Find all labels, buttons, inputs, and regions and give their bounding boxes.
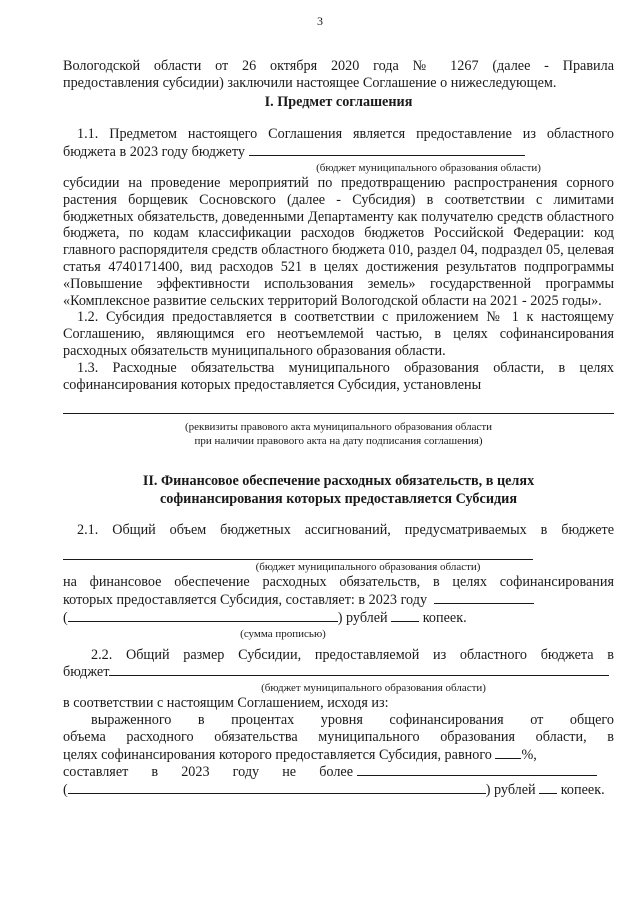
section-2-title-line-2: софинансирования которых предоставляется Субсидия xyxy=(159,491,518,508)
section-2-p1-line3-text: которых предоставляется Субсидия, составляет: в 2023 году xyxy=(63,591,428,608)
section-2-p2-body-line2: объема расходного обязательства муниципального образования области, в xyxy=(63,728,614,745)
section-1-p3-line2: софинансирования которых предоставляется Субсидия, установлены xyxy=(63,376,482,393)
amount-2023-blank[interactable] xyxy=(434,591,534,604)
document-body xyxy=(63,58,614,799)
section-2-p1-line2: на финансовое обеспечение расходных обязательств, в целях софинансирования xyxy=(63,574,614,591)
sum-in-words-note: (сумма прописью) xyxy=(240,627,326,640)
section-2-title-line-1: II. Финансовое обеспечение расходных обязательств, в целях xyxy=(142,473,535,490)
budget-name-blank-1[interactable] xyxy=(249,143,525,156)
section-2-p2-body-line4 xyxy=(63,763,614,781)
section-2-p1-line1: 2.1. Общий объем бюджетных ассигнований, предусматриваемых в бюджете xyxy=(77,522,614,539)
section-2-p2-budget-line xyxy=(63,663,614,681)
max-amount-words-blank[interactable] xyxy=(68,781,486,794)
percent-label: %, xyxy=(521,746,537,763)
section-1-p1-note: (бюджет муниципального образования области) xyxy=(316,161,541,174)
section-1-p1-line1: 1.1. Предметом настоящего Соглашения является предоставление из областного xyxy=(77,126,614,143)
section-1-p3-note-2: при наличии правового акта на дату подписания соглашения) xyxy=(194,435,483,448)
section-2-p2-body-line5 xyxy=(63,781,614,799)
budget-name-blank-3[interactable] xyxy=(109,663,609,676)
kopecks-blank[interactable] xyxy=(391,609,419,622)
percent-blank[interactable] xyxy=(495,746,521,759)
section-2-p2-body-line3 xyxy=(63,746,614,764)
section-2-p1-line4 xyxy=(63,609,614,627)
section-2-p1-note: (бюджет муниципального образования области) xyxy=(255,561,481,574)
section-2-p2-line1: 2.2. Общий размер Субсидии, предоставляемой из областного бюджета в xyxy=(91,646,614,663)
section-1-title: I. Предмет соглашения xyxy=(264,93,413,110)
section-1-p1-body: субсидии на проведение мероприятий по предотвращению распространения сорного растения борщевик Сосновского (далее - Субсидия) в соответствии с лимитами бюджетных обязательств, доведенными Департаменту как получателю средств областного бюджета, по кодам классификации расходов бюджетов Российской Федерации: код главного распорядителя средств областного бюджета 010, раздел 04, подраздел 05, целевая статья 4740171400, вид расходов 521 в целях достижения результатов подпрограммы «Повышение эффективности использования земель» государственной программы «Комплексное развитие сельских территорий Вологодской области на 2021 - 2025 годы». xyxy=(63,174,614,309)
rubles-label-2: ) рублей xyxy=(485,782,536,799)
section-1-p1-line2-text: бюджета в 2023 году бюджету xyxy=(63,144,245,161)
paren-open-2: ( xyxy=(63,782,68,799)
paren-open: ( xyxy=(63,609,68,626)
section-2-p2-line2: в соответствии с настоящим Соглашением, исходя из: xyxy=(63,695,389,712)
kopecks-blank-2[interactable] xyxy=(539,781,557,794)
section-1-p2: 1.2. Субсидия предоставляется в соответствии с приложением № 1 к настоящему Соглашению, являющимся его неотъемлемой частью, в целях софинансирования расходных обязательств муниципального образования области. xyxy=(63,309,614,359)
budget-name-blank-2[interactable] xyxy=(63,539,533,560)
page-number: 3 xyxy=(317,14,323,28)
amount-words-blank[interactable] xyxy=(68,609,338,622)
kopecks-label: копеек. xyxy=(422,609,467,626)
section-2-title xyxy=(63,472,614,508)
section-1-p1-line2 xyxy=(63,143,614,161)
kopecks-label-2: копеек. xyxy=(560,782,605,799)
rubles-label: ) рублей xyxy=(337,609,388,626)
max-amount-blank[interactable] xyxy=(357,763,597,776)
section-2-p2-body-line4-text: составляет в 2023 году не более xyxy=(63,764,353,781)
legal-act-blank[interactable] xyxy=(63,393,614,414)
section-2-p1-line3 xyxy=(63,591,614,609)
intro-line-1: Вологодской области от 26 октября 2020 года № 1267 (далее - Правила xyxy=(63,58,614,74)
section-1-p3-note-1: (реквизиты правового акта муниципального образования области xyxy=(184,421,493,434)
section-2-p2-word: бюджет xyxy=(63,664,110,681)
section-2-p2-body-line3-text: целях софинансирования которого предоставляется Субсидия, равного xyxy=(63,746,492,763)
section-2-p2-body-line1: выраженного в процентах уровня софинансирования от общего xyxy=(91,711,614,728)
intro-line-2: предоставления субсидии) заключили настоящее Соглашение о нижеследующем. xyxy=(63,74,557,91)
section-1-p3-line1: 1.3. Расходные обязательства муниципального образования области, в целях xyxy=(77,359,614,376)
section-2-p2-note: (бюджет муниципального образования области) xyxy=(261,682,486,695)
